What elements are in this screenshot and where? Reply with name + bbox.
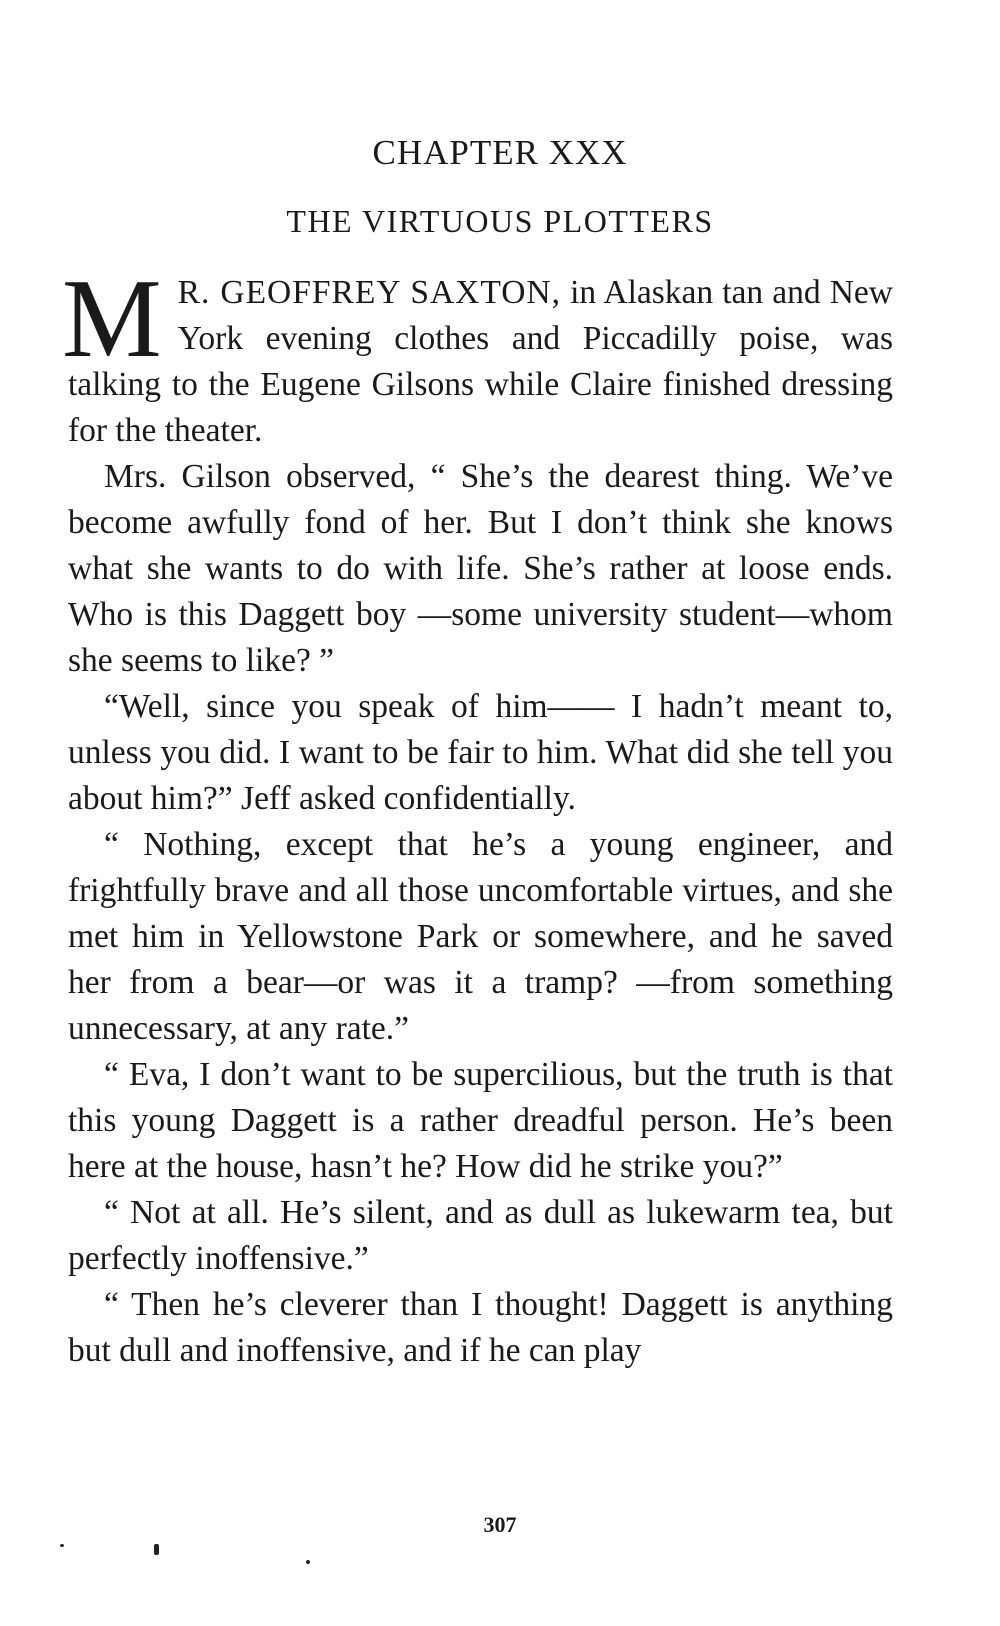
paragraph: “ Nothing, except that he’s a young engineer, and frightfully brave and all those uncomfortable virtues, and she met him in Yellowstone Park or somewhere, and he saved her from a bear—or was it a tramp? —from something unnecessary, at any rate.” [68, 826, 893, 1047]
ink-speck [154, 1544, 159, 1555]
ink-speck [306, 1560, 310, 1564]
opening-paragraph [62, 257, 893, 454]
paragraph: “ Then he’s cleverer than I thought! Daggett is anything but dull and inoffensive, and if he can play [68, 1286, 893, 1369]
chapter-title: THE VIRTUOUS PLOTTERS [286, 203, 714, 239]
paragraph: “ Not at all. He’s silent, and as dull as lukewarm tea, but perfectly inoffensive.” [68, 1194, 893, 1277]
ink-speck [60, 1544, 64, 1547]
chapter-number: CHAPTER XXX [372, 133, 628, 172]
drop-cap: M [62, 257, 162, 381]
paragraph: “ Eva, I don’t want to be supercilious, but the truth is that this young Daggett is a rather dreadful person. He’s been here at the house, hasn’t he? How did he strike you?” [68, 1056, 893, 1185]
opening-text: in Alaskan tan and New York evening clothes and Piccadilly poise, was talking to the Eugene Gilsons while Claire finished dressing for the theater. [68, 274, 893, 449]
page-number: 307 [483, 1512, 517, 1537]
paragraph: “Well, since you speak of him—— I hadn’t meant to, unless you did. I want to be fair to him. What did she tell you about him?” Jeff asked confidentially. [68, 688, 893, 817]
paragraph: Mrs. Gilson observed, “ She’s the dearest thing. We’ve become awfully fond of her. But I don’t think she knows what she wants to do with life. She’s rather at loose ends. Who is this Daggett boy —some university student—whom she seems to like? ” [68, 458, 893, 679]
opening-lead-caps: R. GEOFFREY SAXTON, [177, 274, 561, 311]
chapter-body [62, 257, 893, 1374]
